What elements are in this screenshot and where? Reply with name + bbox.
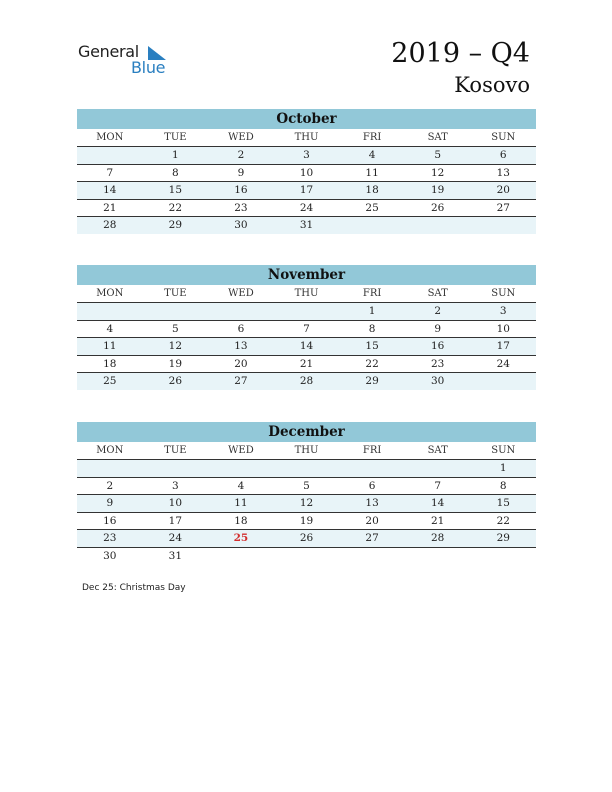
day-cell: 25: [365, 201, 379, 214]
day-cell: 3: [499, 305, 507, 317]
month-calendar-november: [77, 265, 536, 390]
day-cell: 21: [299, 357, 314, 370]
day-cell: 4: [106, 322, 114, 335]
day-cell: 31: [168, 549, 183, 562]
weekday-label: SAT: [427, 288, 448, 299]
weekday-label: FRI: [362, 288, 382, 299]
day-cell: [208, 460, 274, 477]
day-cell: 10: [299, 166, 314, 179]
day-cell: 26: [299, 532, 314, 544]
week-row: [77, 356, 536, 374]
weekday-label: TUE: [164, 445, 187, 456]
weekday-header-row: [77, 442, 536, 460]
weekday-label: SUN: [491, 132, 516, 143]
day-cell: [339, 548, 405, 565]
day-cell: 14: [430, 497, 445, 509]
day-cell: 18: [234, 514, 248, 527]
day-cell: 29: [496, 532, 510, 544]
day-cell: 19: [430, 184, 445, 196]
day-cell: 21: [430, 514, 445, 527]
day-cell: 23: [234, 201, 248, 214]
week-row: [77, 338, 536, 356]
weekday-label: SUN: [491, 445, 516, 456]
day-cell: 28: [430, 532, 445, 544]
weekday-label: TUE: [164, 288, 187, 299]
day-cell: 5: [303, 479, 310, 492]
day-cell: [274, 460, 340, 477]
week-row: [77, 321, 536, 339]
country-name: Kosovo: [454, 73, 530, 97]
day-cell: 17: [496, 340, 510, 352]
day-cell: [339, 460, 405, 477]
day-cell: 9: [237, 166, 245, 179]
day-cell: 30: [103, 549, 117, 562]
day-cell: 15: [168, 184, 183, 196]
day-cell: 26: [430, 201, 445, 214]
weekday-label: SAT: [427, 445, 448, 456]
day-cell: 20: [234, 357, 248, 370]
day-cell: 27: [365, 532, 379, 544]
day-cell: 9: [106, 497, 114, 509]
day-cell: [470, 548, 536, 565]
month-title: December: [77, 422, 536, 442]
day-cell: [470, 373, 536, 390]
weekday-header-row: [77, 129, 536, 147]
day-cell: 20: [365, 514, 379, 527]
day-cell: 15: [496, 497, 510, 509]
day-cell: 2: [434, 305, 442, 317]
day-cell: [405, 460, 471, 477]
day-cell: 8: [499, 479, 507, 492]
day-cell: 7: [106, 166, 114, 179]
weekday-header-row: [77, 285, 536, 303]
day-cell: 9: [434, 322, 442, 335]
day-cell: 30: [234, 219, 248, 231]
weekday-label: SAT: [427, 132, 448, 143]
day-cell: 22: [365, 357, 379, 370]
day-cell: 4: [368, 149, 376, 161]
day-cell: 1: [172, 149, 179, 161]
day-cell: 18: [365, 184, 379, 196]
day-cell: 11: [234, 497, 248, 509]
day-cell: 30: [430, 375, 445, 387]
weekday-label: MON: [96, 132, 124, 143]
day-cell: 16: [103, 514, 117, 527]
day-cell: 12: [430, 166, 445, 179]
day-cell: 5: [172, 322, 179, 335]
day-cell: 22: [496, 514, 510, 527]
week-row: [77, 373, 536, 390]
weekday-label: MON: [96, 445, 124, 456]
day-cell: 17: [168, 514, 183, 527]
week-row: [77, 530, 536, 548]
weekday-label: WED: [228, 132, 254, 143]
month-calendar-october: [77, 109, 536, 234]
day-cell: 14: [103, 184, 117, 196]
day-cell: 24: [496, 357, 510, 370]
day-cell: [208, 548, 274, 565]
day-cell: 1: [499, 462, 507, 474]
day-cell: [405, 217, 471, 234]
day-cell: 8: [368, 322, 376, 335]
day-cell: 15: [365, 340, 379, 352]
week-row: [77, 548, 536, 565]
day-cell: [143, 303, 209, 320]
day-cell: [274, 548, 340, 565]
day-cell: [405, 548, 471, 565]
day-cell: 16: [430, 340, 445, 352]
day-cell: 5: [434, 149, 442, 161]
month-title: November: [77, 265, 536, 285]
weekday-label: THU: [294, 132, 319, 143]
day-cell: 16: [234, 184, 248, 196]
week-row: [77, 165, 536, 183]
week-row: [77, 460, 536, 478]
week-row: [77, 182, 536, 200]
day-cell: 12: [299, 497, 314, 509]
day-cell: 24: [168, 532, 183, 544]
weekday-label: THU: [294, 445, 319, 456]
day-cell: 27: [234, 375, 248, 387]
day-cell: 3: [303, 149, 310, 161]
day-cell: 29: [168, 219, 183, 231]
page-title: 2019 – Q4: [391, 38, 530, 69]
day-cell: 12: [168, 340, 183, 352]
day-cell: 20: [496, 184, 510, 196]
month-calendar-december: [77, 422, 536, 564]
day-cell: [470, 217, 536, 234]
weekday-label: FRI: [362, 445, 382, 456]
day-cell: 21: [103, 201, 117, 214]
day-cell: 7: [434, 479, 442, 492]
day-cell: 28: [299, 375, 314, 387]
weekday-label: FRI: [362, 132, 382, 143]
day-cell: 14: [299, 340, 314, 352]
day-cell: [208, 303, 274, 320]
holiday-note: Dec 25: Christmas Day: [82, 583, 186, 593]
week-row: [77, 217, 536, 234]
day-cell: 6: [499, 149, 507, 161]
week-row: [77, 147, 536, 165]
weekday-label: TUE: [164, 132, 187, 143]
day-cell: [143, 460, 209, 477]
day-cell: 25: [103, 375, 117, 387]
day-cell: 22: [168, 201, 183, 214]
week-row: [77, 513, 536, 531]
day-cell: 13: [496, 166, 510, 179]
weekday-label: WED: [228, 288, 254, 299]
day-cell: 19: [168, 357, 183, 370]
day-cell: [77, 303, 143, 320]
day-cell: 6: [368, 479, 376, 492]
weekday-label: WED: [228, 445, 254, 456]
day-cell: 31: [299, 219, 314, 231]
generalblue-logo: [78, 42, 178, 78]
day-cell: 8: [172, 166, 179, 179]
day-cell: 29: [365, 375, 379, 387]
day-cell: 11: [365, 166, 379, 179]
day-cell: 18: [103, 357, 117, 370]
day-cell: 23: [103, 532, 117, 544]
day-cell: 28: [103, 219, 117, 231]
day-cell: 2: [237, 149, 245, 161]
weekday-label: MON: [96, 288, 124, 299]
day-cell: 17: [299, 184, 314, 196]
week-row: [77, 495, 536, 513]
day-cell: 10: [496, 322, 510, 335]
day-cell: 27: [496, 201, 510, 214]
week-row: [77, 303, 536, 321]
day-cell: 2: [106, 479, 114, 492]
day-cell: [77, 147, 143, 164]
day-cell: 4: [237, 479, 245, 492]
day-cell: 1: [368, 305, 376, 317]
day-cell: 23: [430, 357, 445, 370]
day-cell: 3: [172, 479, 179, 492]
logo-text-blue: Blue: [131, 58, 166, 77]
month-title: October: [77, 109, 536, 129]
week-row: [77, 200, 536, 218]
day-cell: 13: [234, 340, 248, 352]
day-cell: 10: [168, 497, 183, 509]
day-cell: [339, 217, 405, 234]
day-cell: 6: [237, 322, 245, 335]
day-cell: 24: [299, 201, 314, 214]
day-cell: [77, 460, 143, 477]
week-row: [77, 478, 536, 496]
weekday-label: THU: [294, 288, 319, 299]
day-cell: 7: [303, 322, 310, 335]
day-cell: 11: [103, 340, 117, 352]
day-cell: [274, 303, 340, 320]
holiday-day-cell: 25: [233, 532, 249, 544]
day-cell: 26: [168, 375, 183, 387]
day-cell: 13: [365, 497, 379, 509]
logo-text-general: General: [78, 42, 139, 61]
day-cell: 19: [299, 514, 314, 527]
weekday-label: SUN: [491, 288, 516, 299]
